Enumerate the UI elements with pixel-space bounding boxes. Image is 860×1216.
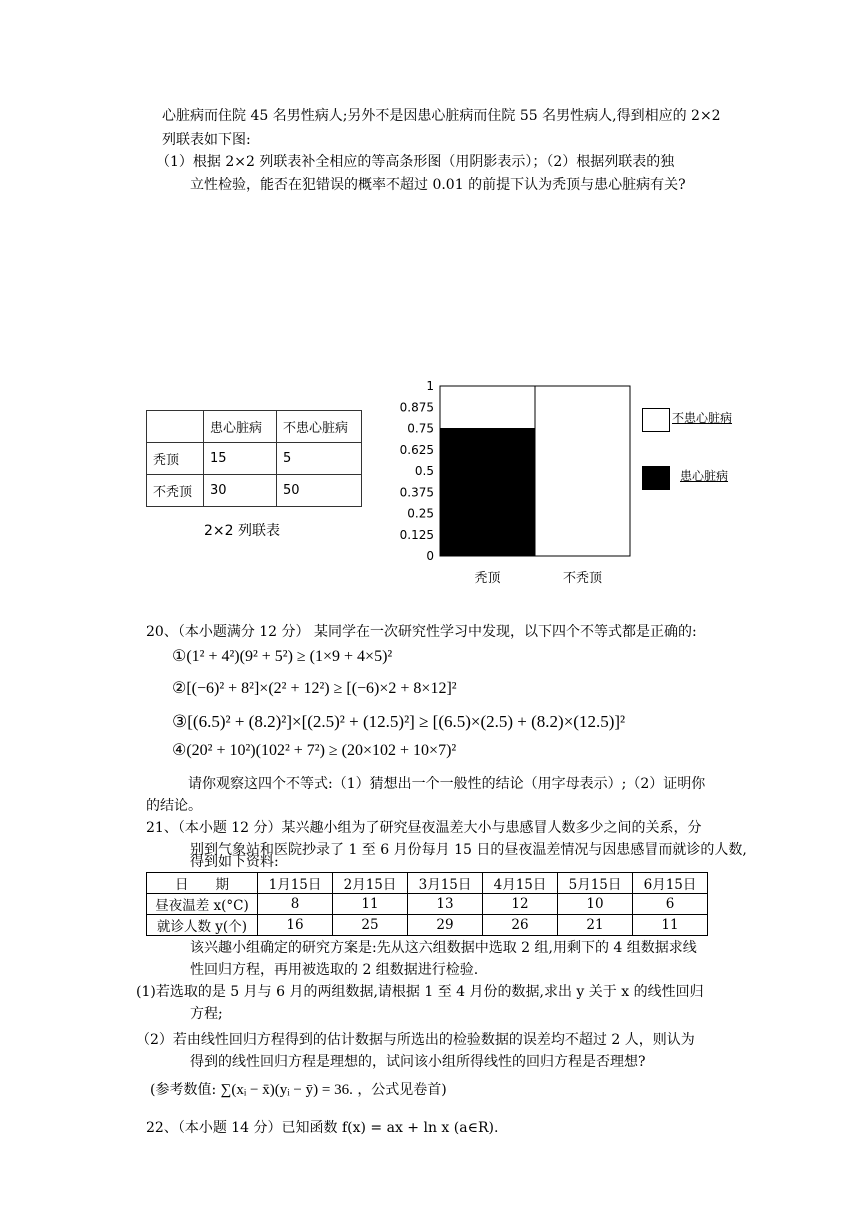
problem21-line1: 21、（本小题 12 分）某兴趣小组为了研究昼夜温差大小与患感冒人数多少之间的关系，分 xyxy=(146,820,702,836)
table-cell: 不患心脏病 xyxy=(277,411,362,443)
problem19-line2: 列联表如下图: xyxy=(162,132,251,148)
reference-suffix: ，公式见卷首) xyxy=(357,1082,447,1098)
y-tick-label: 0 xyxy=(426,549,434,563)
legend-swatch-heart-disease xyxy=(642,466,670,490)
problem19-line3: （1）根据 2×2 列联表补全相应的等高条形图（用阴影表示）；（2）根据列联表的独 xyxy=(156,154,675,170)
y-tick-label: 0.625 xyxy=(399,442,434,457)
bar-segment xyxy=(440,386,535,429)
table-cell: 6 xyxy=(633,894,708,915)
table-row xyxy=(147,873,708,894)
table-cell: 11 xyxy=(633,915,708,936)
reference-prefix: (参考数值: xyxy=(150,1082,217,1098)
table-cell: 16 xyxy=(258,915,333,936)
problem21-plan-line1: 该兴趣小组确定的研究方案是:先从这六组数据中选取 2 组,用剩下的 4 组数据求线 xyxy=(190,940,697,956)
y-tick-label: 0.75 xyxy=(407,421,434,436)
y-tick-label: 0.875 xyxy=(399,400,434,415)
reference-formula: ∑(xᵢ − x̄)(yᵢ − ȳ) = 36. xyxy=(220,1082,353,1098)
problem21-line2: 别到气象站和医院抄录了 1 至 6 月份每月 15 日的昼夜温差情况与因患感冒而就诊的人数, xyxy=(190,842,747,858)
y-tick-labels xyxy=(400,379,434,563)
table-cell: 11 xyxy=(333,894,408,915)
legend-label-heart-disease: 患心脏病 xyxy=(680,469,729,483)
table-row xyxy=(147,475,362,507)
x-tick-label: 不秃顶 xyxy=(562,571,603,586)
problem21-plan-line2: 性回归方程，再用被选取的 2 组数据进行检验. xyxy=(190,962,479,978)
bar-segment xyxy=(440,429,535,557)
table-cell: 就诊人数 y(个) xyxy=(147,915,258,936)
y-tick-label: 1 xyxy=(426,379,434,393)
problem21-question2-line1: （2）若由线性回归方程得到的估计数据与所选出的检验数据的误差均不超过 2 人，则认为 xyxy=(136,1032,695,1048)
table-row xyxy=(147,411,362,443)
table-cell: 8 xyxy=(258,894,333,915)
table-cell: 30 xyxy=(204,475,277,507)
problem19-line1: 心脏病而住院 45 名男性病人;另外不是因患心脏病而住院 55 名男性病人,得到相应的 2×2 xyxy=(162,108,721,124)
problem21-line3: 得到如下资料: xyxy=(190,854,279,870)
x-tick-label: 秃顶 xyxy=(474,571,501,586)
inequality-2: ②[(−6)² + 8²]×(2² + 12²) ≥ [(−6)×2 + 8×12]² xyxy=(172,680,457,697)
contingency-table xyxy=(146,410,362,507)
table-cell: 13 xyxy=(408,894,483,915)
table-cell: 3月15日 xyxy=(408,873,483,894)
problem20-intro: 20、（本小题满分 12 分） 某同学在一次研究性学习中发现，以下四个不等式都是正确的: xyxy=(146,624,697,640)
table-cell: 15 xyxy=(204,443,277,475)
table-cell: 5 xyxy=(277,443,362,475)
table-row xyxy=(147,915,708,936)
table-cell: 2月15日 xyxy=(333,873,408,894)
problem20-question-line1: 请你观察这四个不等式:（1）猜想出一个一般性的结论（用字母表示）;（2）证明你 xyxy=(188,776,706,792)
problem19-line4: 立性检验，能否在犯错误的概率不超过 0.01 的前提下认为秃顶与患心脏病有关? xyxy=(190,177,686,193)
reference-values xyxy=(150,1080,447,1100)
table-caption: 2×2 列联表 xyxy=(204,523,280,539)
table-cell: 29 xyxy=(408,915,483,936)
data-table xyxy=(146,872,708,936)
table-cell: 4月15日 xyxy=(483,873,558,894)
inequality-1: ①(1² + 4²)(9² + 5²) ≥ (1×9 + 4×5)² xyxy=(172,648,393,665)
table-cell: 6月15日 xyxy=(633,873,708,894)
table-cell xyxy=(147,411,204,443)
y-tick-label: 0.25 xyxy=(407,506,434,521)
bars xyxy=(440,386,630,556)
y-tick-label: 0.125 xyxy=(399,527,434,542)
table-cell: 日 期 xyxy=(147,873,258,894)
table-cell: 10 xyxy=(558,894,633,915)
table-cell: 不秃顶 xyxy=(147,475,204,507)
problem22-text: 22、（本小题 14 分）已知函数 f(x) = ax + ln x (a∈R). xyxy=(146,1120,499,1136)
legend-swatch-not-heart-disease xyxy=(642,408,670,432)
table-cell: 26 xyxy=(483,915,558,936)
y-tick-label: 0.5 xyxy=(414,464,434,478)
x-tick-labels xyxy=(474,571,603,586)
problem20-question-line2: 的结论。 xyxy=(146,798,202,814)
inequality-4: ④(20² + 10²)(102² + 7²) ≥ (20×102 + 10×7)² xyxy=(172,742,457,759)
table-cell: 25 xyxy=(333,915,408,936)
table-cell: 患心脏病 xyxy=(204,411,277,443)
table-cell: 昼夜温差 x(°C) xyxy=(147,894,258,915)
table-cell: 1月15日 xyxy=(258,873,333,894)
legend-label-not-heart-disease: 不患心脏病 xyxy=(672,411,733,425)
problem21-question1-line1: (1)若选取的是 5 月与 6 月的两组数据,请根据 1 至 4 月份的数据,求出 y 关于 x 的线性回归 xyxy=(136,984,704,1000)
table-row xyxy=(147,894,708,915)
table-cell: 12 xyxy=(483,894,558,915)
table-row xyxy=(147,443,362,475)
inequality-3: ③[(6.5)² + (8.2)²]×[(2.5)² + (12.5)²] ≥ [(6.5)×(2.5) + (8.2)×(12.5)]² xyxy=(172,712,626,731)
table-cell: 秃顶 xyxy=(147,443,204,475)
bar-segment xyxy=(535,386,630,556)
y-tick-label: 0.375 xyxy=(399,485,434,500)
table-cell: 21 xyxy=(558,915,633,936)
table-cell: 50 xyxy=(277,475,362,507)
problem21-question2-line2: 得到的线性回归方程是理想的，试问该小组所得线性的回归方程是否理想? xyxy=(190,1054,646,1070)
table-cell: 5月15日 xyxy=(558,873,633,894)
problem21-question1-line2: 方程; xyxy=(190,1006,223,1022)
